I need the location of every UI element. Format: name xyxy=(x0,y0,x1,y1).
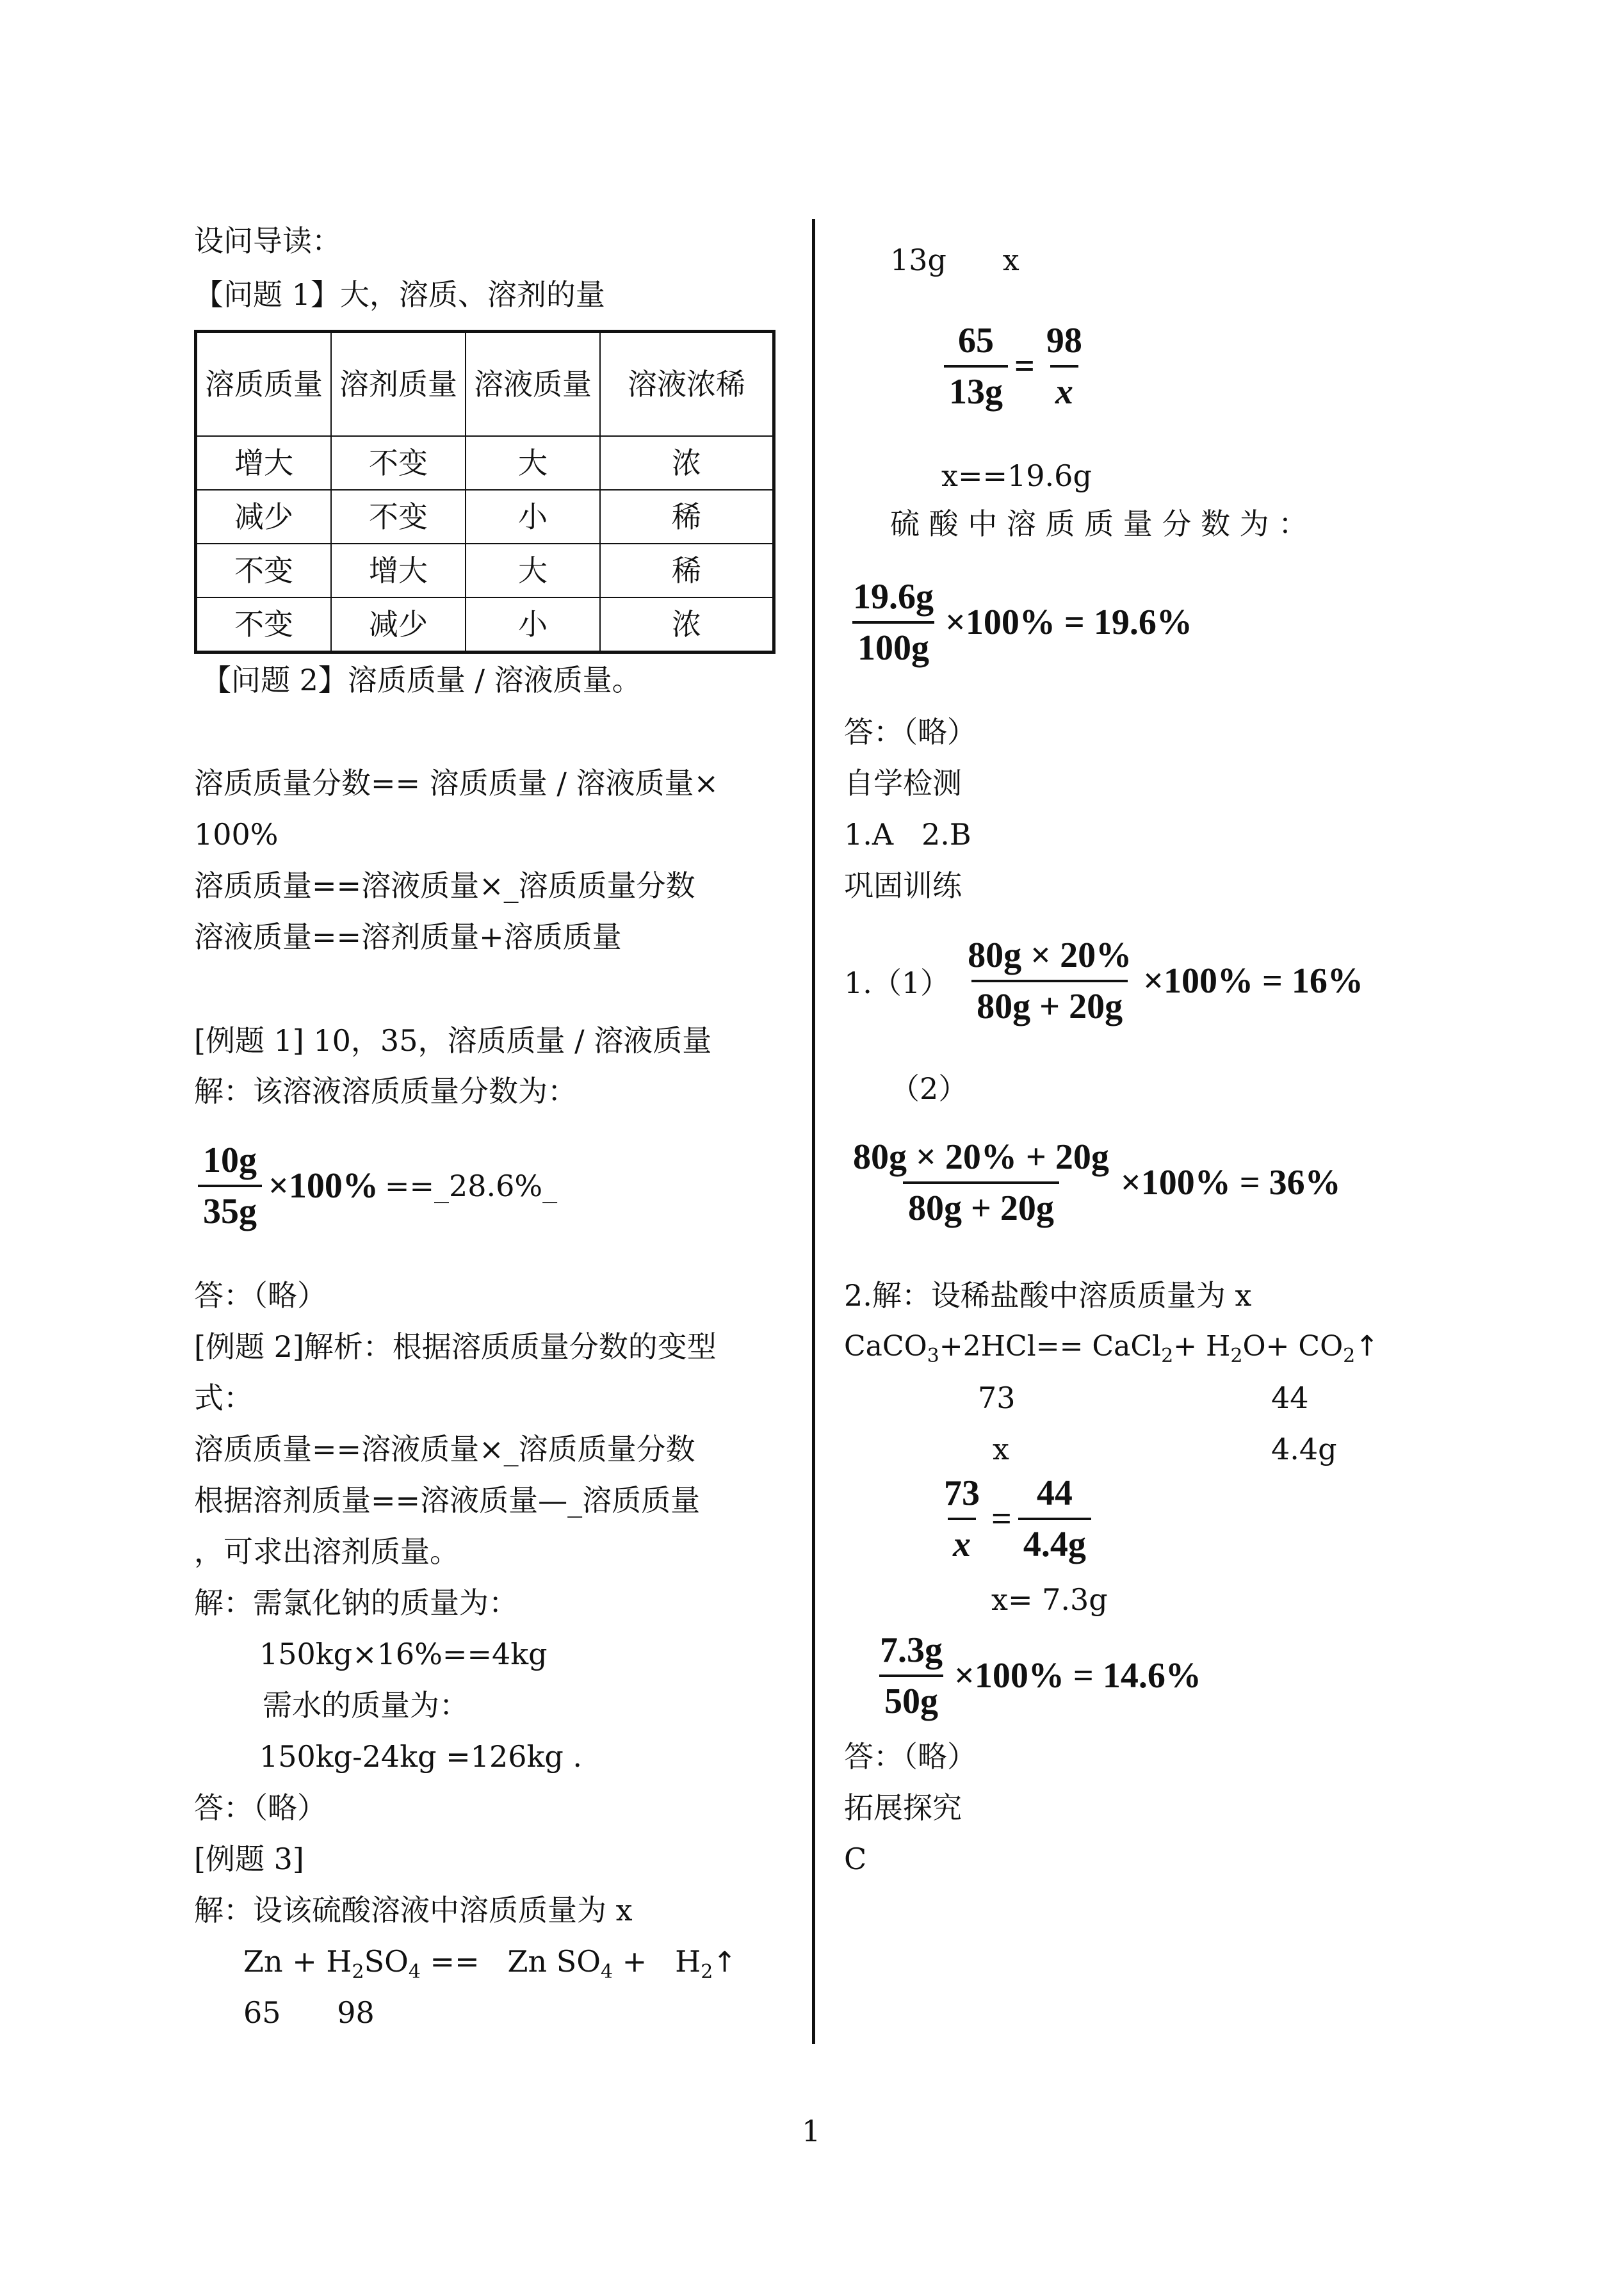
answer: 答：（略） xyxy=(194,1278,327,1313)
item-label: 1.（1） xyxy=(844,966,950,1000)
denominator: 100g xyxy=(852,621,934,669)
mass-line: 13g x xyxy=(890,243,1019,277)
example-1-solution: 解：该溶液溶质质量分数为： xyxy=(194,1074,577,1108)
example-3: [例题 3] xyxy=(194,1842,304,1876)
x-value: x= 7.3g xyxy=(991,1582,1108,1617)
eq-sub: 2 xyxy=(1230,1345,1243,1367)
item-label: （2） xyxy=(890,1071,968,1106)
fraction-equation xyxy=(844,1137,1344,1229)
table-row xyxy=(196,436,774,490)
mass-value: 73 xyxy=(978,1381,1016,1415)
column-divider xyxy=(812,219,815,2044)
eq-part: O+ CO xyxy=(1242,1330,1344,1363)
example-2-line: 根据溶剂质量==溶液质量—_溶质质量 xyxy=(194,1483,701,1518)
eq-sub: 3 xyxy=(927,1345,939,1367)
statement: 硫 酸 中 溶 质 质 量 分 数 为 ： xyxy=(890,507,1308,541)
table-cell: 稀 xyxy=(600,490,774,544)
denominator: 13g xyxy=(944,365,1008,412)
result: ×100% = 19.6% xyxy=(945,603,1192,642)
table-cell: 不变 xyxy=(196,544,332,597)
eq-sub: 2 xyxy=(1343,1345,1356,1367)
numerator: 73 xyxy=(944,1473,980,1513)
table-cell: 增大 xyxy=(196,436,332,490)
chemical-equation xyxy=(844,1329,1379,1374)
mass-line: 65 98 xyxy=(243,1995,375,2030)
example-2-line: 需水的质量为： xyxy=(263,1688,469,1723)
numerator: 65 xyxy=(958,321,994,361)
example-2-line: 150kg×16%==4kg xyxy=(259,1637,548,1671)
eq-sub: 2 xyxy=(1161,1345,1174,1367)
table-row xyxy=(196,490,774,544)
eq-part: CaCO xyxy=(844,1330,927,1363)
denominator: x xyxy=(948,1518,976,1565)
result: ×100% = 36% xyxy=(1120,1163,1341,1203)
x-value: x==19.6g xyxy=(941,458,1092,493)
table-cell: 增大 xyxy=(331,544,466,597)
eq-part: SO xyxy=(364,1944,409,1979)
equals: = xyxy=(1014,346,1035,386)
result: ==_28.6%_ xyxy=(384,1169,558,1203)
fraction-equation xyxy=(844,576,1195,669)
eq-part: + H xyxy=(613,1944,701,1979)
answer: 答：（略） xyxy=(194,1790,327,1825)
question-1: 【问题 1】大，溶质、溶剂的量 xyxy=(194,277,605,312)
solution-table xyxy=(194,330,775,654)
table-cell: 小 xyxy=(466,490,600,544)
numerator: 19.6g xyxy=(853,577,934,617)
numerator: 80g × 20% xyxy=(968,936,1132,975)
numerator: 10g xyxy=(203,1140,257,1180)
proportion-equation xyxy=(935,1473,1095,1565)
up-arrow-icon: ↑ xyxy=(713,1946,737,1979)
example-2-line: 式： xyxy=(194,1381,253,1415)
denominator: 35g xyxy=(198,1185,262,1232)
table-cell: 大 xyxy=(466,544,600,597)
denominator: x xyxy=(1050,365,1078,412)
table-header-cell: 溶液浓稀 xyxy=(600,332,774,437)
chemical-equation xyxy=(243,1943,736,1990)
page-number: 1 xyxy=(802,2114,821,2148)
proportion-equation xyxy=(940,320,1091,412)
answer: 答：（略） xyxy=(844,1739,977,1774)
example-2: [例题 2]解析：根据溶质质量分数的变型 xyxy=(194,1329,717,1364)
table-cell: 稀 xyxy=(600,544,774,597)
mass-value: 4.4g xyxy=(1271,1432,1337,1466)
example-1: [例题 1] 10，35，溶质质量 / 溶液质量 xyxy=(194,1023,712,1058)
table-cell: 不变 xyxy=(196,597,332,653)
result: ×100% = 16% xyxy=(1143,961,1363,1001)
table-header-cell: 溶剂质量 xyxy=(331,332,466,437)
example-2-line: 溶质质量==溶液质量×_溶质质量分数 xyxy=(194,1432,695,1466)
numerator: 7.3g xyxy=(880,1630,943,1670)
solution-line: 2.解：设稀盐酸中溶质质量为 x xyxy=(844,1278,1252,1313)
mass-value: x xyxy=(993,1432,1009,1466)
equals: = xyxy=(991,1499,1012,1539)
answer: 答：（略） xyxy=(844,715,977,749)
table-cell: 减少 xyxy=(196,490,332,544)
table-cell: 不变 xyxy=(331,436,466,490)
formula-line: 溶液质量==溶剂质量+溶质质量 xyxy=(194,920,622,954)
eq-part: == Zn SO xyxy=(420,1944,601,1979)
example-3-solution: 解：设该硫酸溶液中溶质质量为 x xyxy=(194,1893,633,1927)
formula-line: 溶质质量==溶液质量×_溶质质量分数 xyxy=(194,868,695,903)
table-cell: 小 xyxy=(466,597,600,653)
mass-value: 44 xyxy=(1271,1381,1309,1415)
table-cell: 不变 xyxy=(331,490,466,544)
section-title: 巩固训练 xyxy=(844,868,962,903)
denominator: 80g + 20g xyxy=(971,980,1128,1027)
table-cell: 浓 xyxy=(600,597,774,653)
table-cell: 浓 xyxy=(600,436,774,490)
table-row xyxy=(196,597,774,653)
formula-line: 溶质质量分数== 溶质质量 / 溶液质量× xyxy=(194,766,719,800)
formula-line: 100% xyxy=(194,817,279,852)
eq-sub: 4 xyxy=(408,1961,421,1983)
eq-sub: 4 xyxy=(600,1961,613,1983)
numerator: 44 xyxy=(1036,1473,1073,1513)
denominator: 50g xyxy=(879,1675,943,1722)
answers-line: 1.A 2.B xyxy=(844,817,971,852)
up-arrow-icon: ↑ xyxy=(1355,1330,1379,1363)
section-heading: 设问导读： xyxy=(194,223,341,258)
answer-value: C xyxy=(844,1842,867,1876)
fraction-equation xyxy=(844,935,1366,1027)
eq-part: + H xyxy=(1173,1330,1231,1363)
numerator: 80g × 20% + 20g xyxy=(853,1137,1109,1177)
eq-part: Zn + H xyxy=(243,1944,352,1979)
eq-sub: 2 xyxy=(352,1961,364,1983)
table-cell: 大 xyxy=(466,436,600,490)
fraction-equation xyxy=(871,1630,1204,1722)
table-header-cell: 溶质质量 xyxy=(196,332,332,437)
table-header-row xyxy=(196,332,774,437)
fraction-equation xyxy=(194,1140,566,1232)
example-2-line: 解：需氯化钠的质量为： xyxy=(194,1585,518,1620)
multiplier: ×100% xyxy=(268,1166,378,1206)
denominator: 80g + 20g xyxy=(903,1181,1059,1229)
eq-sub: 2 xyxy=(701,1961,713,1983)
example-2-line: 150kg-24kg =126kg . xyxy=(259,1739,583,1774)
numerator: 98 xyxy=(1046,321,1082,361)
question-2: 【问题 2】溶质质量 / 溶液质量。 xyxy=(202,663,642,697)
result: ×100% = 14.6% xyxy=(954,1656,1201,1696)
section-title: 拓展探究 xyxy=(844,1790,962,1825)
table-cell: 减少 xyxy=(331,597,466,653)
denominator: 4.4g xyxy=(1018,1518,1091,1565)
example-2-line: ，可求出溶剂质量。 xyxy=(194,1534,459,1569)
eq-part: +2HCl== CaCl xyxy=(939,1330,1162,1363)
table-row xyxy=(196,544,774,597)
table-header-cell: 溶液质量 xyxy=(466,332,600,437)
section-title: 自学检测 xyxy=(844,766,962,800)
